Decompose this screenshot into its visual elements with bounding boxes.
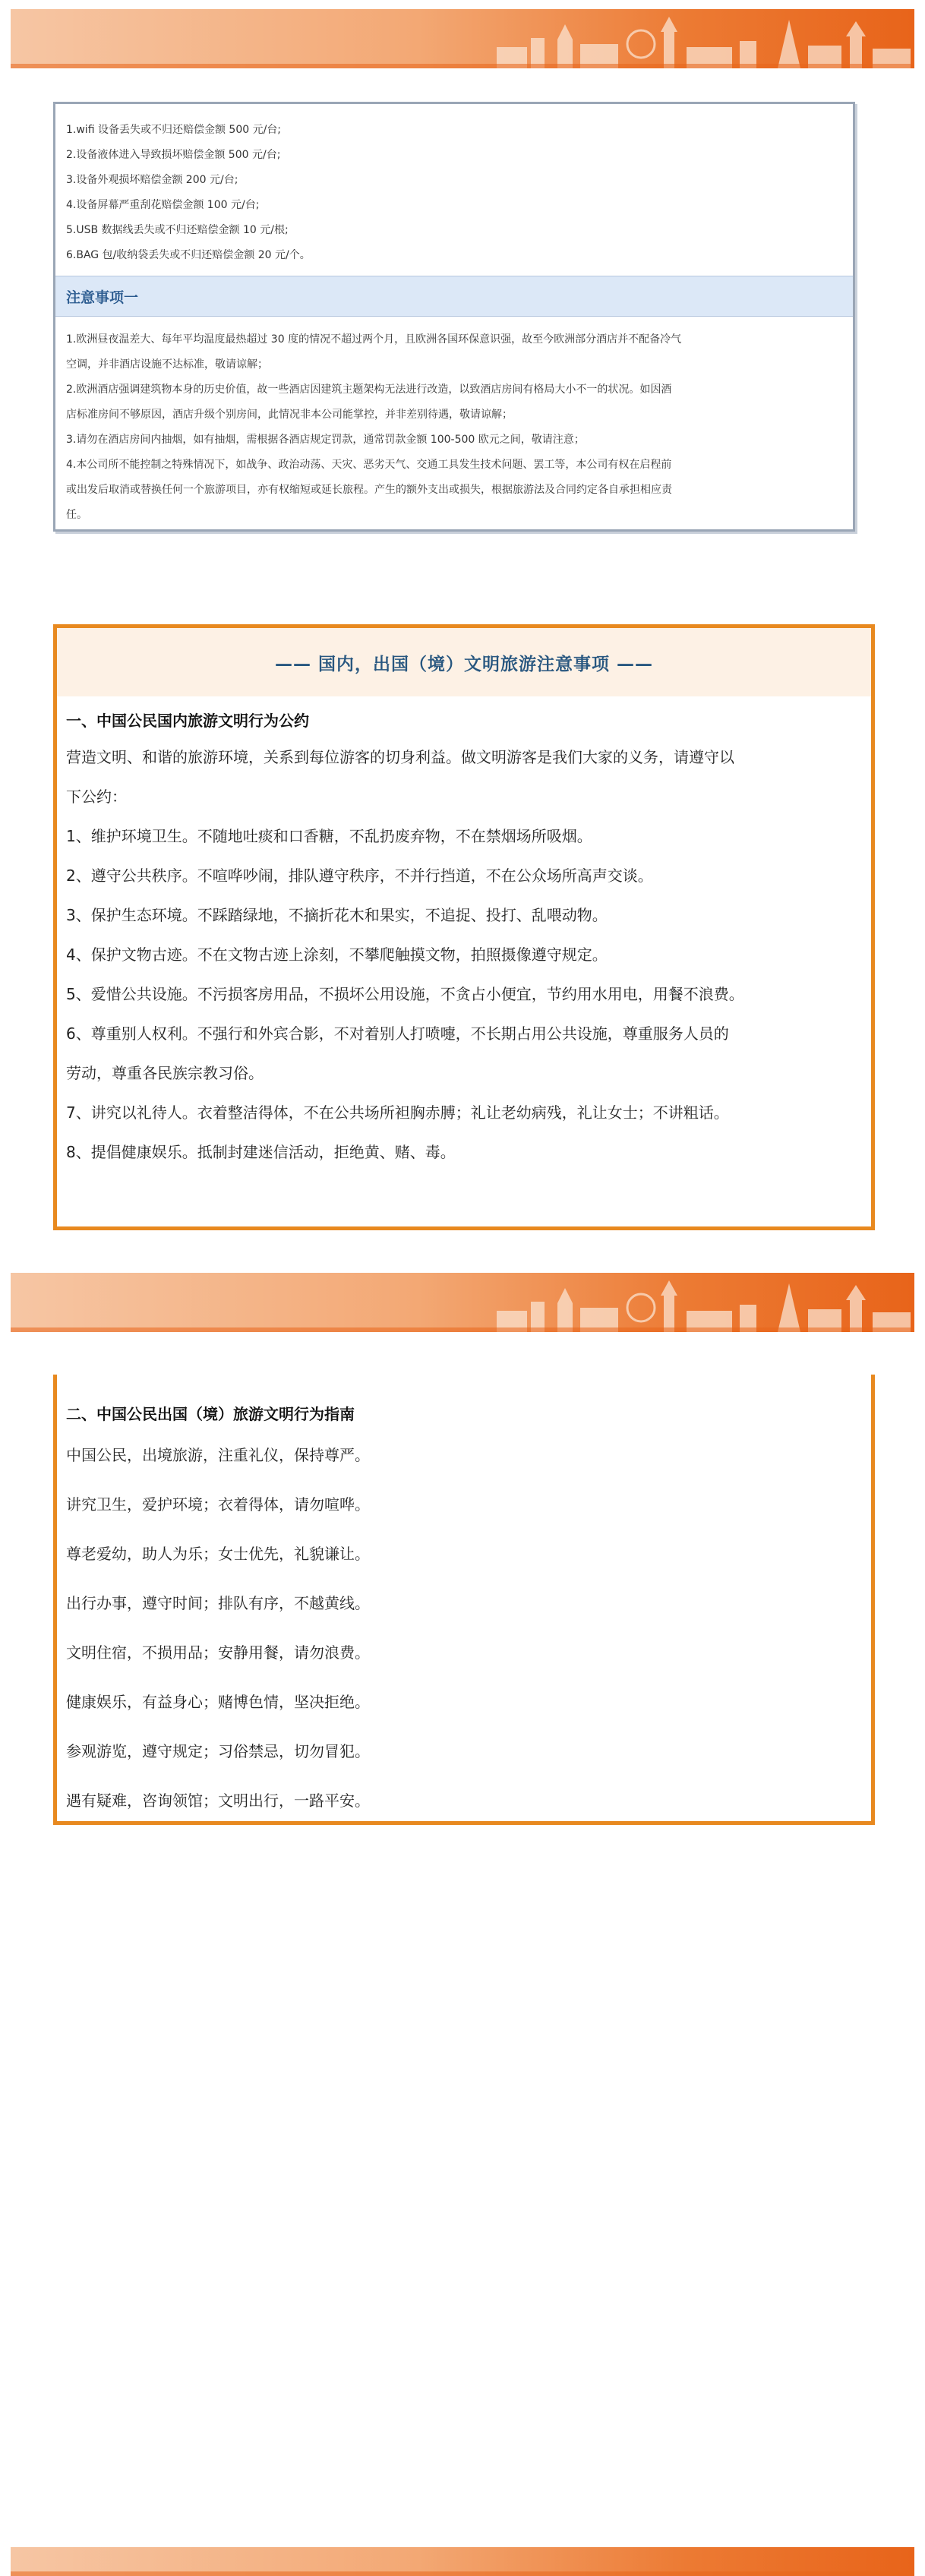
notice-line: 2.欧洲酒店强调建筑物本身的历史价值，故一些酒店因建筑主题架构无法进行改造，以致酒店房间有格局大小不一的状况。如因酒 bbox=[66, 384, 672, 396]
convention-line: 8、提倡健康娱乐。抵制封建迷信活动，拒绝黄、赌、毒。 bbox=[66, 1143, 456, 1161]
convention-line: 2、遵守公共秩序。不喧哗吵闹，排队遵守秩序，不并行挡道，不在公众场所高声交谈。 bbox=[66, 867, 653, 885]
list-item: 6.BAG 包/收纳袋丢失或不归还赔偿金额 20 元/个。 bbox=[66, 249, 311, 261]
convention-line: 下公约： bbox=[66, 788, 127, 806]
banner-stripe bbox=[11, 1327, 914, 1332]
domestic-heading: 一、中国公民国内旅游文明行为公约 bbox=[66, 712, 309, 730]
convention-line: 7、讲究以礼待人。衣着整洁得体，不在公共场所袒胸赤膊；礼让老幼病残，礼让女士；不讲粗话。 bbox=[66, 1103, 729, 1122]
list-item: 5.USB 数据线丢失或不归还赔偿金额 10 元/根; bbox=[66, 224, 289, 236]
domestic-convention bbox=[57, 696, 871, 1172]
notice-heading: 注意事项一 bbox=[55, 276, 853, 317]
notice-line: 任。 bbox=[66, 509, 87, 521]
notice-line: 或出发后取消或替换任何一个旅游项目，亦有权缩短或延长旅程。产生的额外支出或损失，根据旅游法及合同约定各自承担相应责 bbox=[66, 484, 672, 496]
guideline-line: 出行办事，遵守时间；排队有序，不越黄线。 bbox=[66, 1594, 370, 1612]
convention-line: 1、维护环境卫生。不随地吐痰和口香糖，不乱扔废弃物，不在禁烟场所吸烟。 bbox=[66, 827, 592, 845]
convention-line: 5、爱惜公共设施。不污损客房用品，不损坏公用设施，不贪占小便宜，节约用水用电，用餐不浪费。 bbox=[66, 985, 744, 1003]
guideline-line: 讲究卫生，爱护环境；衣着得体，请勿喧哗。 bbox=[66, 1495, 370, 1514]
list-item: 3.设备外观损坏赔偿金额 200 元/台; bbox=[66, 174, 238, 186]
notice-line: 3.请勿在酒店房间内抽烟，如有抽烟，需根据各酒店规定罚款，通常罚款金额 100-500 欧元之间，敬请注意； bbox=[66, 434, 585, 446]
footer-banner bbox=[11, 2547, 914, 2576]
city-skyline-icon bbox=[489, 9, 914, 68]
guideline-line: 参观游览，遵守规定；习俗禁忌，切勿冒犯。 bbox=[66, 1742, 370, 1760]
convention-line: 营造文明、和谐的旅游环境，关系到每位游客的切身利益。做文明游客是我们大家的义务，请遵守以 bbox=[66, 748, 734, 766]
list-item: 2.设备液体进入导致损坏赔偿金额 500 元/台; bbox=[66, 149, 281, 161]
notice-body bbox=[55, 317, 853, 528]
guideline-line: 中国公民，出境旅游，注重礼仪，保持尊严。 bbox=[66, 1446, 370, 1464]
convention-line: 3、保护生态环境。不踩踏绿地，不摘折花木和果实，不追捉、投打、乱喂动物。 bbox=[66, 906, 608, 924]
banner-stripe bbox=[11, 64, 914, 68]
abroad-guidelines bbox=[57, 1375, 871, 1826]
guideline-line: 健康娱乐，有益身心；赌博色情，坚决拒绝。 bbox=[66, 1693, 370, 1711]
abroad-heading: 二、中国公民出国（境）旅游文明行为指南 bbox=[66, 1405, 355, 1423]
notice-line: 1.欧洲昼夜温差大、每年平均温度最热超过 30 度的情况不超过两个月，且欧洲各国环保意识强，故至今欧洲部分酒店并不配备冷气 bbox=[66, 333, 682, 346]
city-skyline-icon bbox=[489, 1273, 914, 1332]
banner-stripe bbox=[11, 2571, 914, 2576]
civility-box-abroad bbox=[53, 1375, 875, 1825]
notice-line: 店标准房间不够原因，酒店升级个别房间，此情况非本公司能掌控，并非差别待遇，敬请谅解； bbox=[66, 409, 513, 421]
convention-line: 4、保护文物古迹。不在文物古迹上涂刻，不攀爬触摸文物，拍照摄像遵守规定。 bbox=[66, 945, 608, 964]
notice-line: 空调，并非酒店设施不达标准，敬请谅解； bbox=[66, 358, 268, 371]
convention-line: 劳动，尊重各民族宗教习俗。 bbox=[66, 1064, 264, 1082]
header-banner-middle bbox=[11, 1273, 914, 1332]
list-item: 1.wifi 设备丢失或不归还赔偿金额 500 元/台; bbox=[66, 124, 282, 136]
notice-line: 4.本公司所不能控制之特殊情况下，如战争、政治动荡、天灾、恶劣天气、交通工具发生技术问题、罢工等，本公司有权在启程前 bbox=[66, 459, 672, 471]
equipment-compensation-list bbox=[55, 104, 853, 268]
guideline-line: 文明住宿，不损用品；安静用餐，请勿浪费。 bbox=[66, 1643, 370, 1662]
list-item: 4.设备屏幕严重刮花赔偿金额 100 元/台; bbox=[66, 199, 260, 211]
convention-line: 6、尊重别人权利。不强行和外宾合影，不对着别人打喷嚏，不长期占用公共设施，尊重服务人员的 bbox=[66, 1024, 729, 1043]
guideline-line: 尊老爱幼，助人为乐；女士优先，礼貌谦让。 bbox=[66, 1545, 370, 1563]
header-banner-top bbox=[11, 9, 914, 68]
civility-box-domestic bbox=[53, 624, 875, 1230]
section-title: —— 国内，出国（境）文明旅游注意事项 —— bbox=[57, 628, 871, 696]
equipment-notice-box bbox=[53, 102, 855, 532]
guideline-line: 遇有疑难，咨询领馆；文明出行，一路平安。 bbox=[66, 1792, 370, 1810]
